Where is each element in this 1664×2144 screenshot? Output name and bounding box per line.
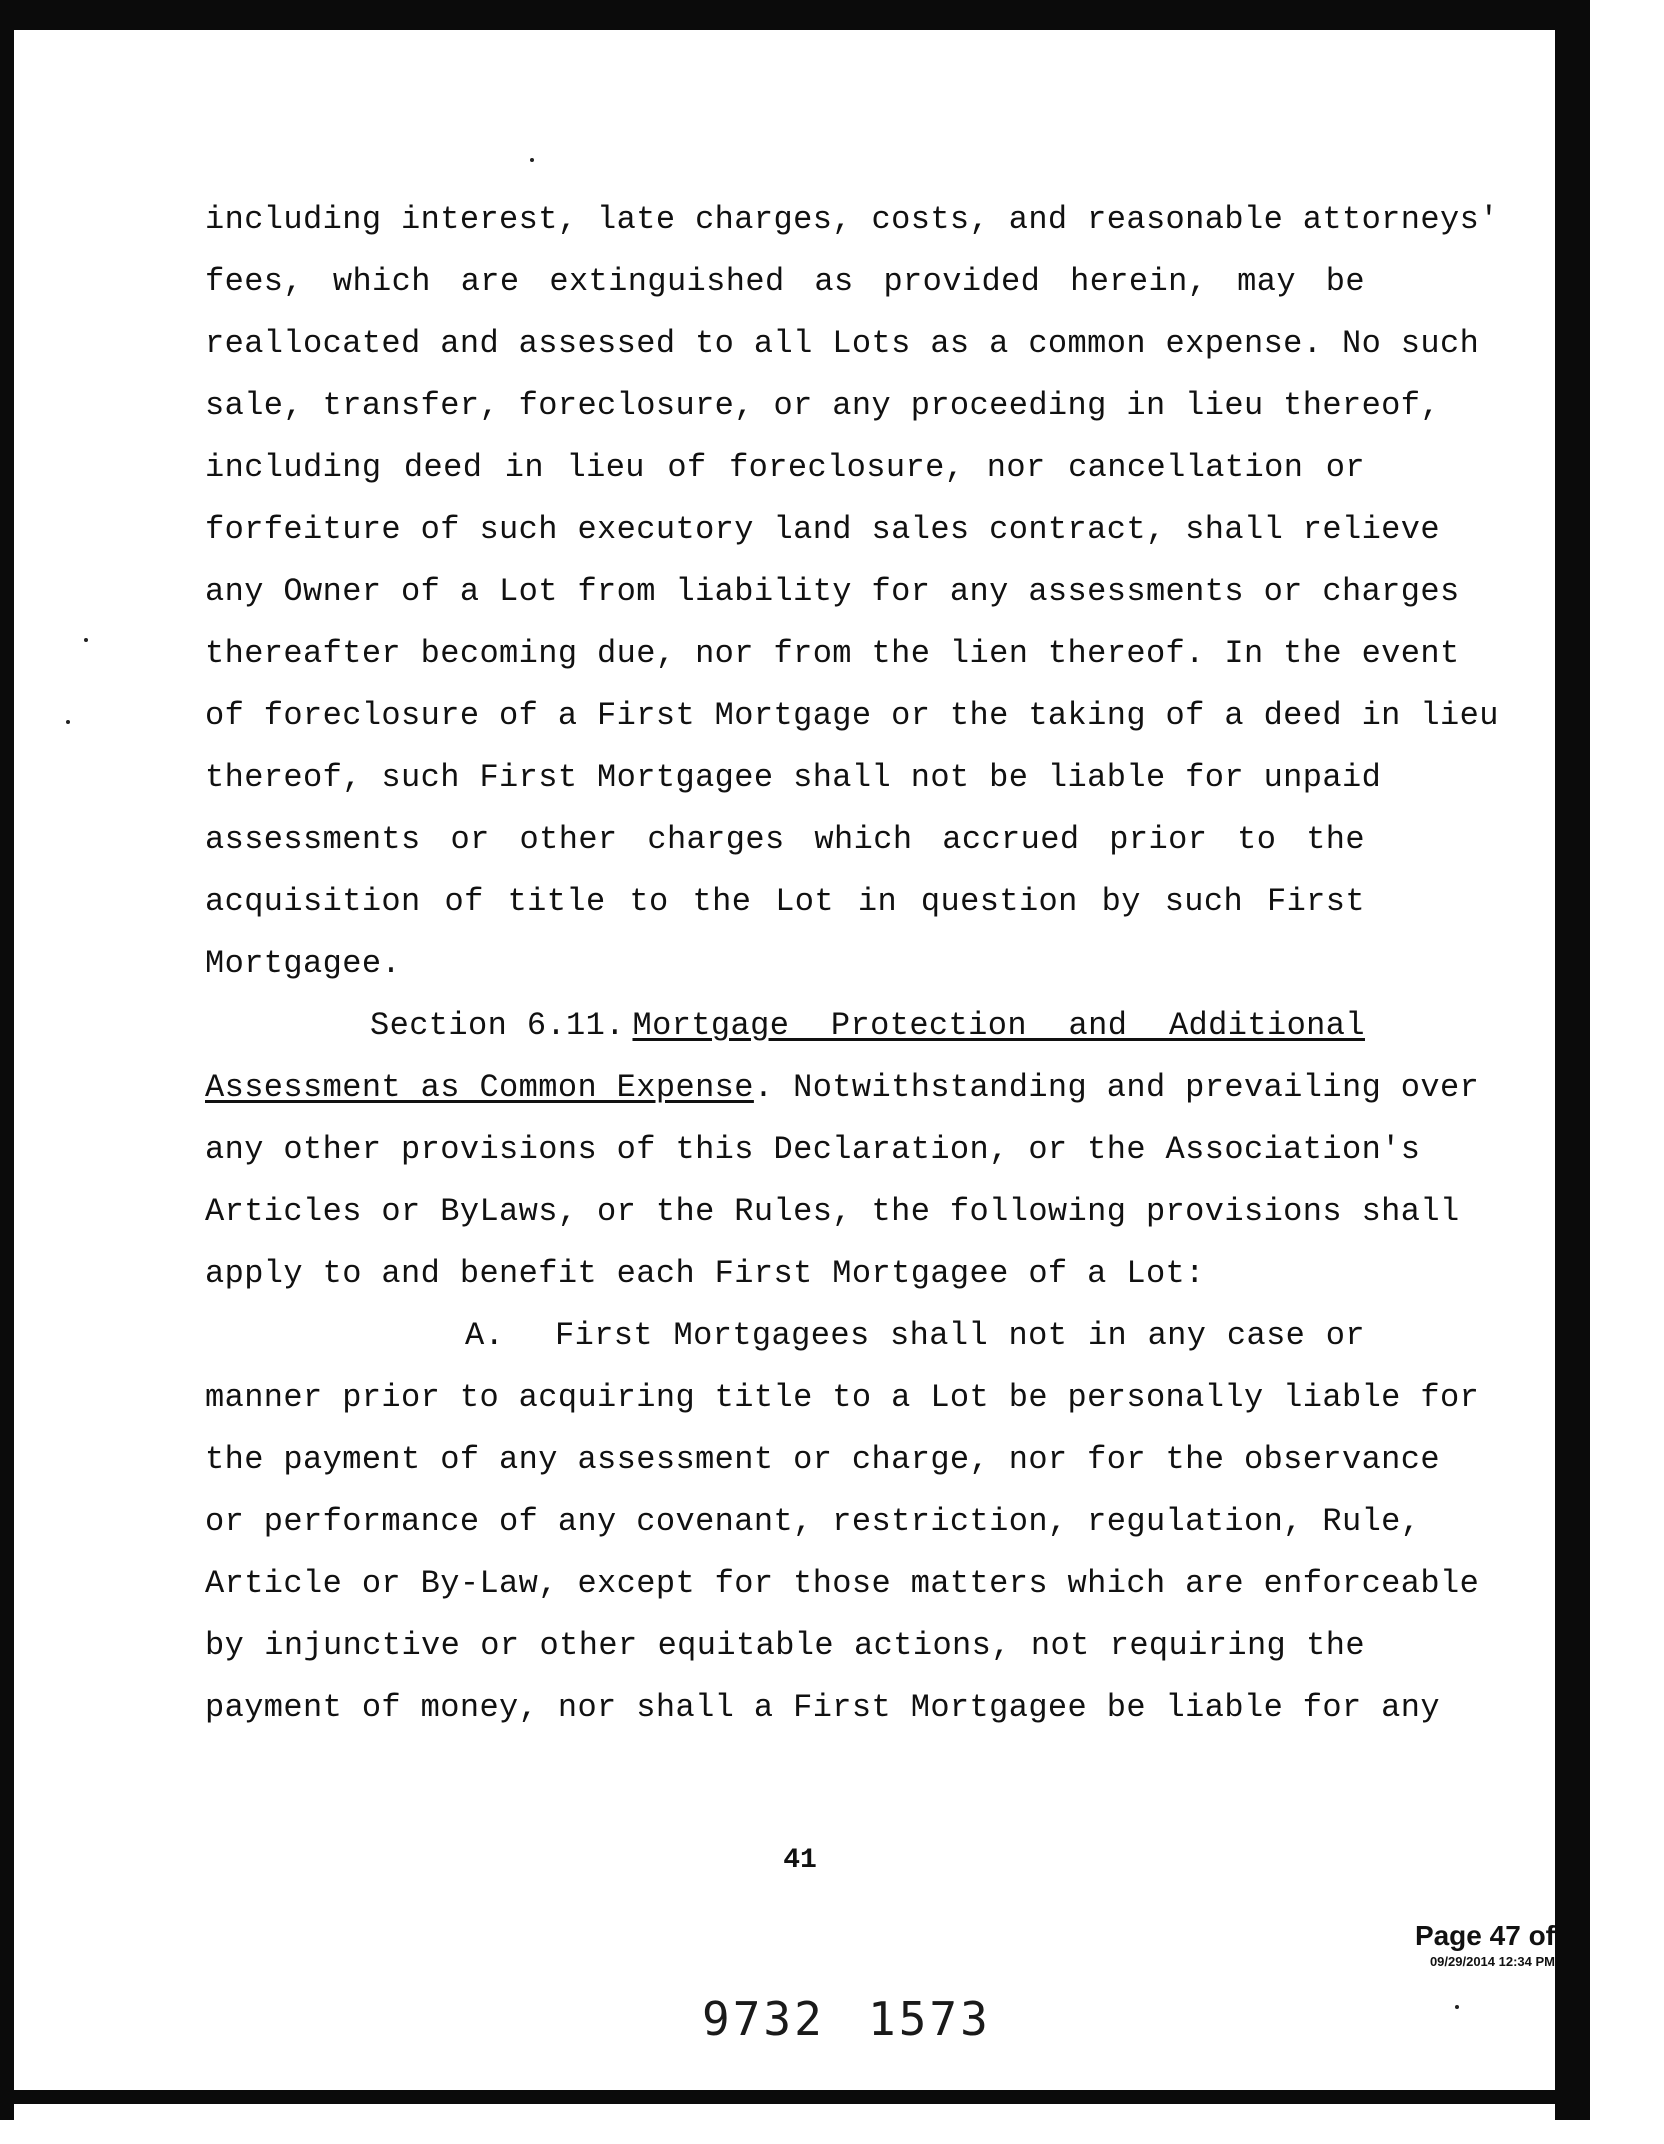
text-line: any Owner of a Lot from liability for any assessments or charges <box>205 573 1460 610</box>
subsection-label: A. <box>465 1317 505 1354</box>
text-line: Mortgagee. <box>205 945 402 982</box>
scan-speck <box>1455 2005 1459 2009</box>
subsection-text: First Mortgagees shall not in any case or <box>555 1317 1365 1354</box>
text-line: manner prior to acquiring title to a Lot be personally liable for <box>205 1379 1480 1416</box>
text-line: sale, transfer, foreclosure, or any proceeding in lieu thereof, <box>205 387 1440 424</box>
section-text: . Notwithstanding and prevailing over <box>753 1069 1480 1106</box>
section-heading-line-2 <box>205 1068 1480 1108</box>
scan-speck <box>66 720 70 724</box>
scan-border-left <box>0 0 14 2120</box>
section-number: Section 6.11. <box>370 1007 625 1044</box>
recording-timestamp: 09/29/2014 12:34 PM <box>1429 1954 1555 1969</box>
book-number: 9732 <box>702 1992 825 2046</box>
text-line: assessments or other charges which accrued prior to the <box>205 821 1365 858</box>
book-page-number: 1573 <box>868 1992 991 2046</box>
section-title-continued: Assessment as Common Expense <box>205 1069 754 1106</box>
text-line: Article or By-Law, except for those matters which are enforceable <box>205 1565 1480 1602</box>
text-line: forfeiture of such executory land sales contract, shall relieve <box>205 511 1440 548</box>
page-number: 41 <box>783 1845 817 1876</box>
scan-border-right <box>1555 30 1590 2120</box>
text-line: payment of money, nor shall a First Mortgagee be liable for any <box>205 1689 1440 1726</box>
text-line: including interest, late charges, costs, and reasonable attorneys' <box>205 201 1499 238</box>
scan-border-top <box>0 0 1590 30</box>
text-line: of foreclosure of a First Mortgage or the taking of a deed in lieu <box>205 697 1499 734</box>
section-heading-line <box>370 1006 1365 1046</box>
scan-speck <box>84 638 88 642</box>
text-line: by injunctive or other equitable actions, not requiring the <box>205 1627 1365 1664</box>
text-line: Articles or ByLaws, or the Rules, the following provisions shall <box>205 1193 1460 1230</box>
text-line: any other provisions of this Declaration, or the Association's <box>205 1131 1421 1168</box>
text-line: fees, which are extinguished as provided herein, may be <box>205 263 1365 300</box>
subsection-a-first-line <box>465 1316 1365 1356</box>
recorder-page-count: Page 47 of <box>1414 1920 1555 1951</box>
section-title: Mortgage Protection and Additional <box>632 1007 1365 1044</box>
text-line: thereof, such First Mortgagee shall not be liable for unpaid <box>205 759 1382 796</box>
text-line: acquisition of title to the Lot in question by such First <box>205 883 1365 920</box>
text-line: including deed in lieu of foreclosure, nor cancellation or <box>205 449 1365 486</box>
text-line: reallocated and assessed to all Lots as a common expense. No such <box>205 325 1480 362</box>
scan-border-bottom <box>0 2090 1590 2104</box>
text-line: the payment of any assessment or charge, nor for the observance <box>205 1441 1440 1478</box>
scan-speck <box>530 158 534 162</box>
text-line: apply to and benefit each First Mortgagee of a Lot: <box>205 1255 1205 1292</box>
text-line: thereafter becoming due, nor from the lien thereof. In the event <box>205 635 1460 672</box>
text-line: or performance of any covenant, restriction, regulation, Rule, <box>205 1503 1421 1540</box>
